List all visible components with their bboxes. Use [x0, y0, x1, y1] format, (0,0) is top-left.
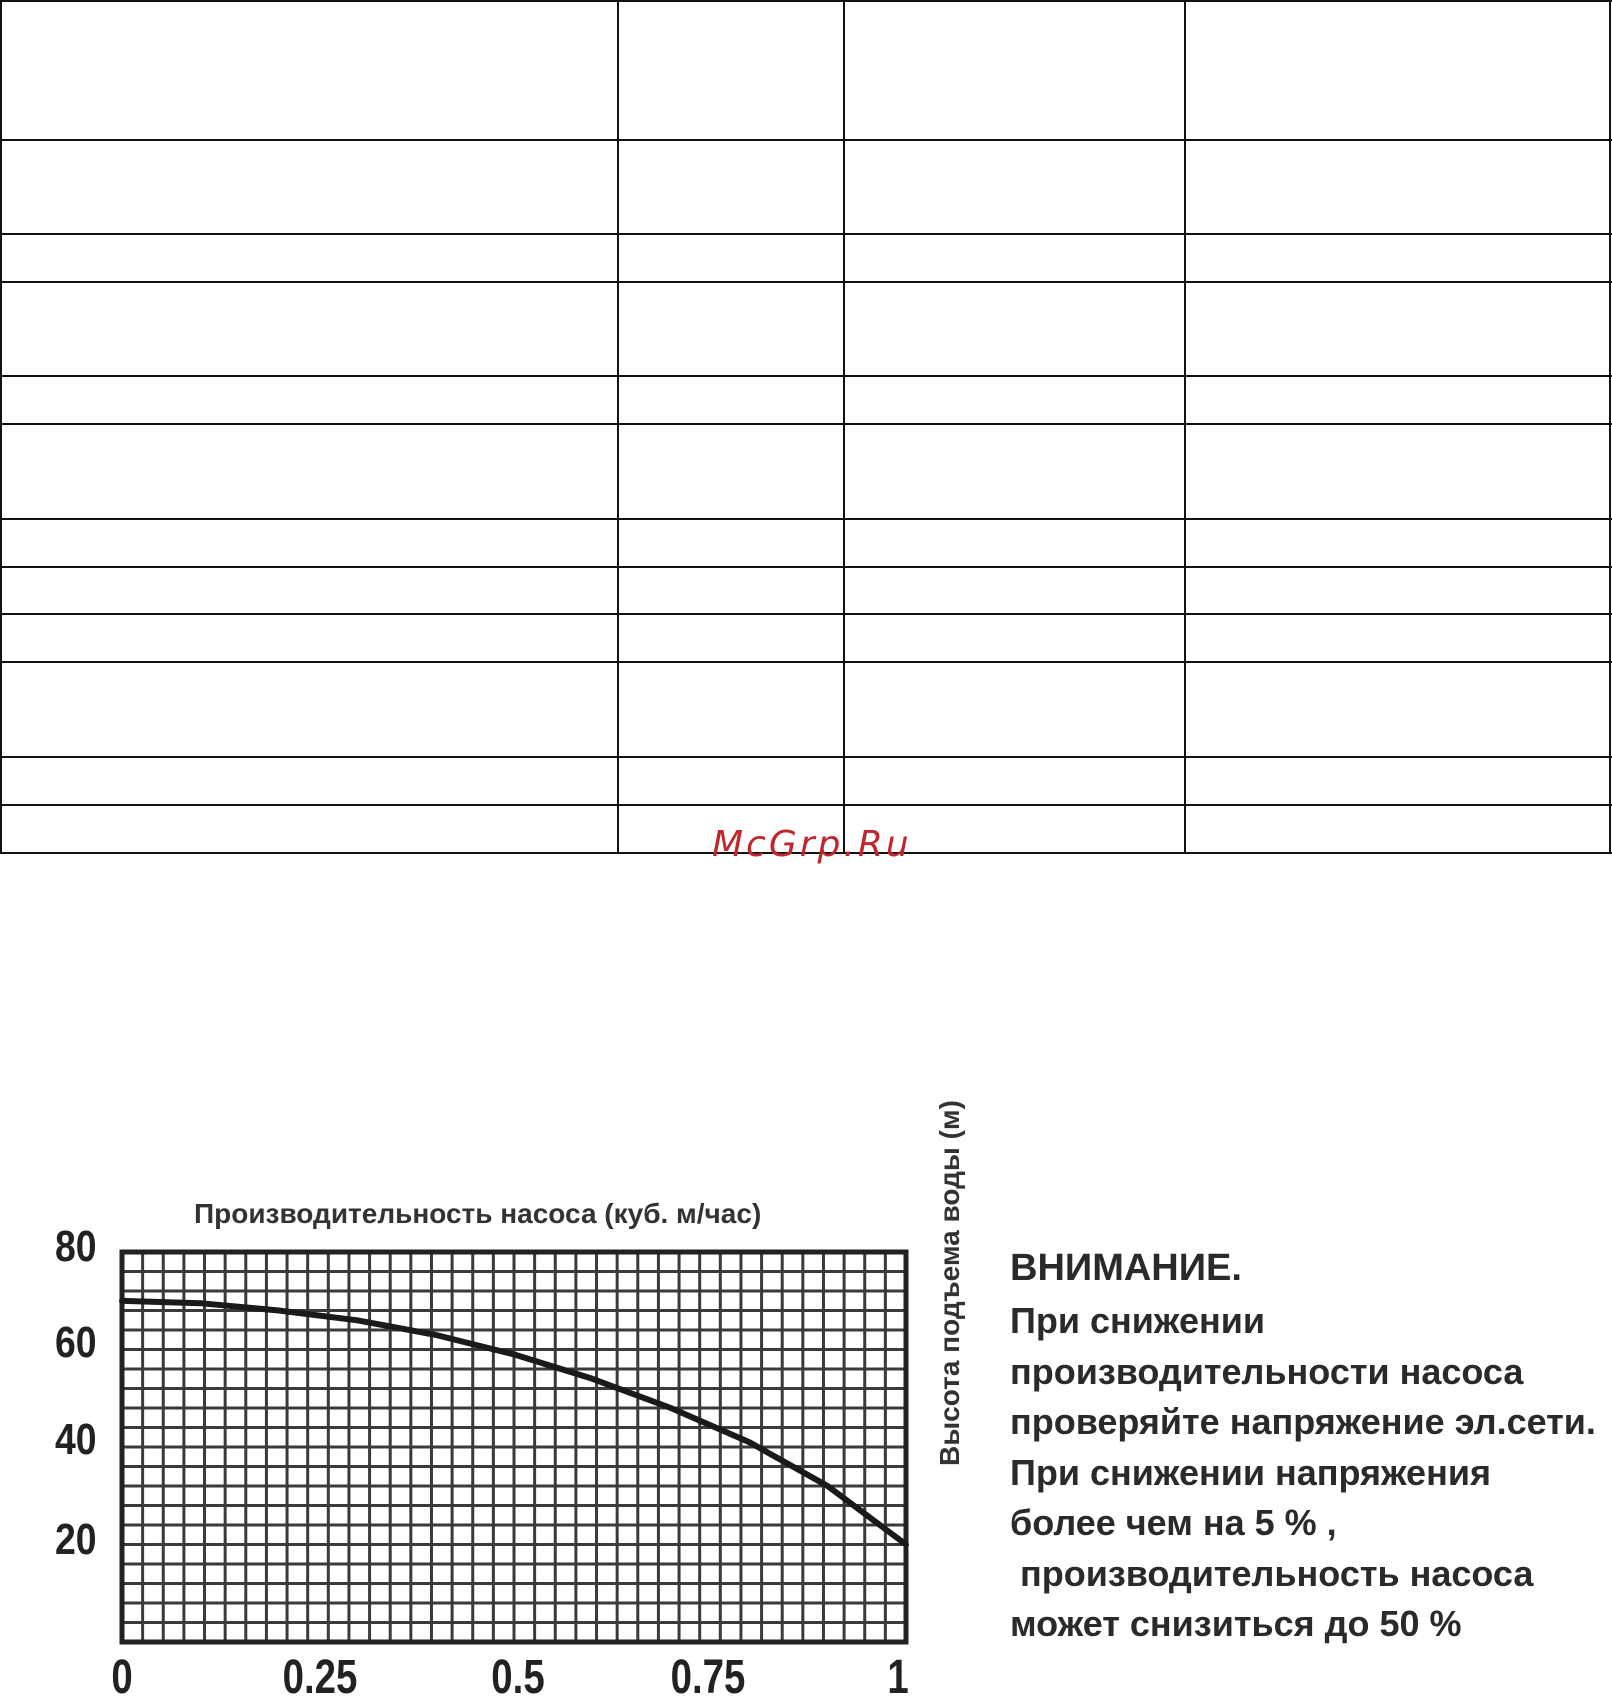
chart-plot — [0, 1180, 980, 1692]
pump-performance-chart — [0, 1180, 980, 1704]
warning-line: более чем на 5 % , — [1010, 1502, 1337, 1543]
warning-notice — [1010, 1247, 1610, 1650]
warning-line: может снизиться до 50 % — [1010, 1603, 1462, 1644]
y-tick-label: 20 — [55, 1515, 97, 1564]
y-tick-label: 60 — [55, 1318, 97, 1367]
warning-line: производительности насоса — [1010, 1350, 1524, 1392]
y-tick-label: 40 — [55, 1415, 97, 1464]
y-tick-label: 80 — [55, 1222, 97, 1271]
warning-title: ВНИМАНИЕ. — [1010, 1247, 1242, 1289]
x-tick-label: 0.75 — [670, 1651, 746, 1704]
warning-line: При снижении напряжения — [1010, 1451, 1491, 1493]
y-axis-label: Высота подъема воды (м) — [934, 1100, 965, 1466]
warning-line: производительность насоса — [1010, 1552, 1534, 1594]
x-tick-label: 0.5 — [491, 1651, 545, 1704]
x-tick-label: 1 — [887, 1651, 909, 1704]
chart-title: Производительность насоса (куб. м/час) — [194, 1198, 762, 1229]
warning-line: проверяйте напряжение эл.сети. — [1010, 1401, 1596, 1442]
watermark: McGrp.Ru — [712, 824, 912, 865]
x-tick-label: 0.25 — [282, 1651, 358, 1704]
x-tick-label: 0 — [111, 1651, 133, 1704]
warning-line: При снижении — [1010, 1300, 1265, 1341]
